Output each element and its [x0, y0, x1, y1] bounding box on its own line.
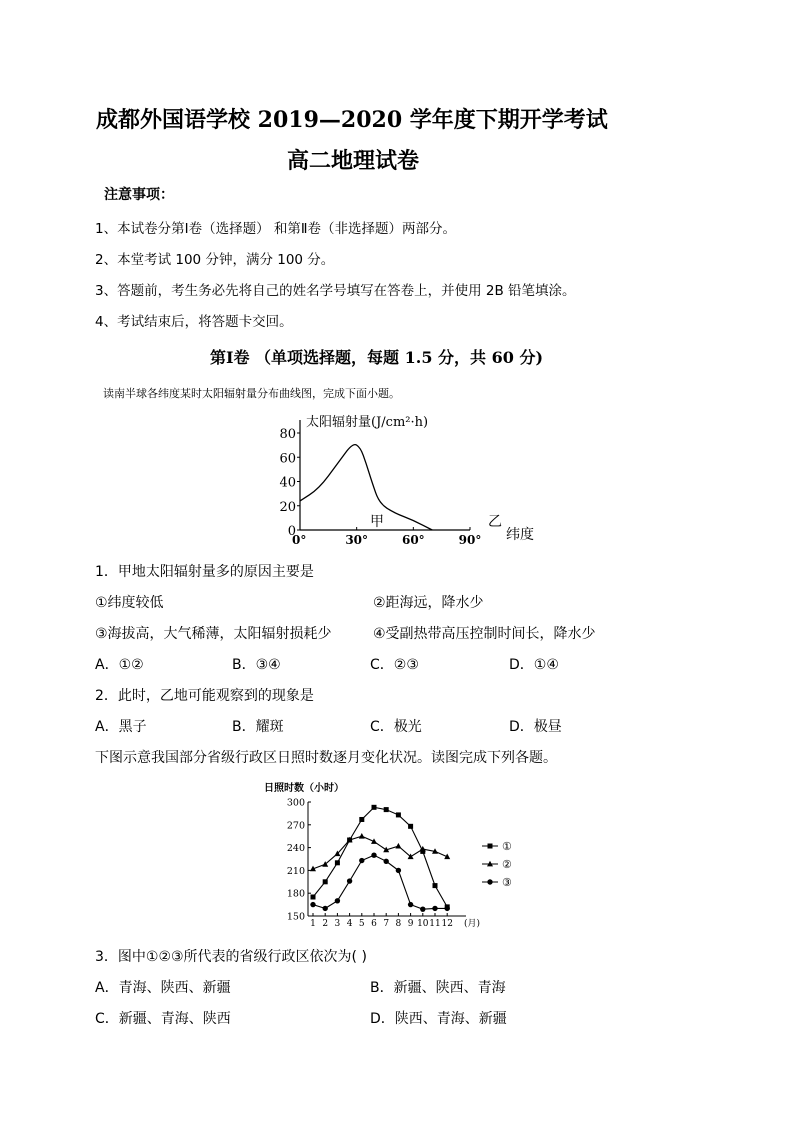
exam-subtitle: 高二地理试卷: [287, 148, 420, 174]
x-tick-label: 3: [334, 919, 341, 929]
q2-stem: 2．此时，乙地可能观察到的现象是: [95, 688, 314, 704]
y-tick-label: 40: [279, 475, 296, 491]
x-tick-label: 5: [358, 919, 365, 929]
point-square: [359, 817, 364, 822]
point-circle: [408, 902, 413, 907]
y-tick-label: 270: [286, 820, 305, 832]
y-tick-label: 20: [279, 499, 296, 515]
q1-option-3: ③海拔高，大气稀薄，太阳辐射损耗少: [95, 626, 332, 642]
x-tick-label: 9: [407, 919, 414, 929]
y-tick-label: 0: [287, 524, 296, 539]
y-tick-label: 300: [286, 797, 305, 809]
passage-intro: 读南半球各纬度某时太阳辐射量分布曲线图，完成下面小题。: [103, 387, 400, 400]
note-item: 1、本试卷分第Ⅰ卷（选择题） 和第Ⅱ卷（非选择题）两部分。: [95, 221, 457, 237]
y-tick-label: 240: [286, 843, 305, 855]
x-tick-label: 90°: [458, 533, 482, 547]
q1-option-4: ④受副热带高压控制时间长，降水少: [373, 626, 596, 642]
chart-title: 太阳辐射量(J/cm²·h): [306, 415, 429, 430]
q3-choice-b[interactable]: B．新疆、陕西、青海: [370, 980, 506, 996]
point-square: [311, 895, 316, 900]
notes-heading: 注意事项：: [104, 187, 174, 203]
q1-choice-d[interactable]: D．①④: [509, 657, 559, 673]
q2-choice-a[interactable]: A．黑子: [95, 719, 147, 735]
y-tick-label: 150: [286, 911, 305, 923]
legend-label: ③: [502, 876, 512, 889]
x-unit: (月): [464, 919, 481, 929]
note-item: 4、考试结束后，将答题卡交回。: [95, 314, 293, 330]
point-circle: [445, 906, 450, 911]
q2-choice-b[interactable]: B．耀斑: [232, 719, 284, 735]
q2-choice-c[interactable]: C．极光: [370, 719, 422, 735]
y-tick-label: 80: [279, 427, 296, 442]
chart2-ylabel: 日照时数（小时）: [264, 783, 344, 794]
x-tick-label: 6: [371, 919, 377, 929]
q1-option-1: ①纬度较低: [95, 595, 164, 611]
radiation-curve: [300, 445, 432, 530]
note-item: 3、答题前，考生务必先将自己的姓名学号填写在答卷上，并使用 2B 铅笔填涂。: [95, 283, 576, 299]
note-item: 2、本堂考试 100 分钟，满分 100 分。: [95, 252, 335, 268]
legend-label: ②: [502, 858, 512, 871]
q1-choice-b[interactable]: B．③④: [232, 657, 281, 673]
passage-2: 下图示意我国部分省级行政区日照时数逐月变化状况。读图完成下列各题。: [95, 750, 557, 766]
point-circle: [335, 898, 340, 903]
point-square: [408, 824, 413, 829]
x-tick-label: 11: [429, 919, 441, 929]
point-circle: [359, 858, 364, 863]
point-square: [433, 883, 438, 888]
point-circle: [323, 906, 328, 911]
exam-title: 成都外国语学校 2019—2020 学年度下期开学考试: [96, 107, 608, 133]
point-square: [335, 860, 340, 865]
point-circle: [420, 906, 425, 911]
point-circle: [432, 906, 437, 911]
x-tick-label: 30°: [345, 533, 369, 547]
point-circle: [310, 902, 315, 907]
x-tick-label: 2: [322, 919, 329, 929]
point-circle: [371, 853, 376, 858]
point-square: [488, 844, 493, 849]
point-triangle: [395, 843, 401, 849]
point-triangle: [359, 833, 365, 839]
x-tick-label: 60°: [401, 533, 425, 547]
x-tick-label: 10: [417, 919, 429, 929]
x-tick-label: 0°: [292, 533, 307, 547]
label-jia: 甲: [370, 514, 384, 530]
y-tick-label: 210: [286, 865, 305, 877]
q2-choice-d[interactable]: D．极昼: [509, 719, 562, 735]
point-circle: [487, 879, 492, 884]
point-circle: [347, 878, 352, 883]
point-square: [372, 805, 377, 810]
section-title: 第Ⅰ卷 （单项选择题，每题 1.5 分，共 60 分): [210, 348, 544, 367]
sunshine-chart: [262, 778, 522, 933]
point-circle: [396, 868, 401, 873]
q3-choice-a[interactable]: A．青海、陕西、新疆: [95, 980, 231, 996]
q1-choice-a[interactable]: A．①②: [95, 657, 144, 673]
legend-label: ①: [502, 840, 512, 853]
y-tick-label: 180: [286, 888, 305, 900]
point-square: [396, 812, 401, 817]
x-tick-label: 7: [383, 919, 390, 929]
q3-choice-d[interactable]: D．陕西、青海、新疆: [370, 1011, 507, 1027]
q1-option-2: ②距海远，降水少: [373, 595, 484, 611]
x-tick-label: 4: [346, 919, 353, 929]
x-tick-label: 12: [441, 919, 453, 929]
q1-stem: 1．甲地太阳辐射量多的原因主要是: [95, 564, 314, 580]
point-square: [384, 807, 389, 812]
x-axis-label: 纬度: [506, 527, 534, 543]
q3-stem: 3．图中①②③所代表的省级行政区依次为( ): [95, 949, 367, 965]
point-circle: [384, 859, 389, 864]
y-tick-label: 60: [279, 451, 296, 467]
label-yi: 乙: [488, 514, 502, 530]
x-tick-label: 1: [310, 919, 316, 929]
radiation-chart: [270, 408, 560, 548]
point-square: [323, 879, 328, 884]
q1-choice-c[interactable]: C．②③: [370, 657, 419, 673]
q3-choice-c[interactable]: C．新疆、青海、陕西: [95, 1011, 231, 1027]
x-tick-label: 8: [395, 919, 402, 929]
